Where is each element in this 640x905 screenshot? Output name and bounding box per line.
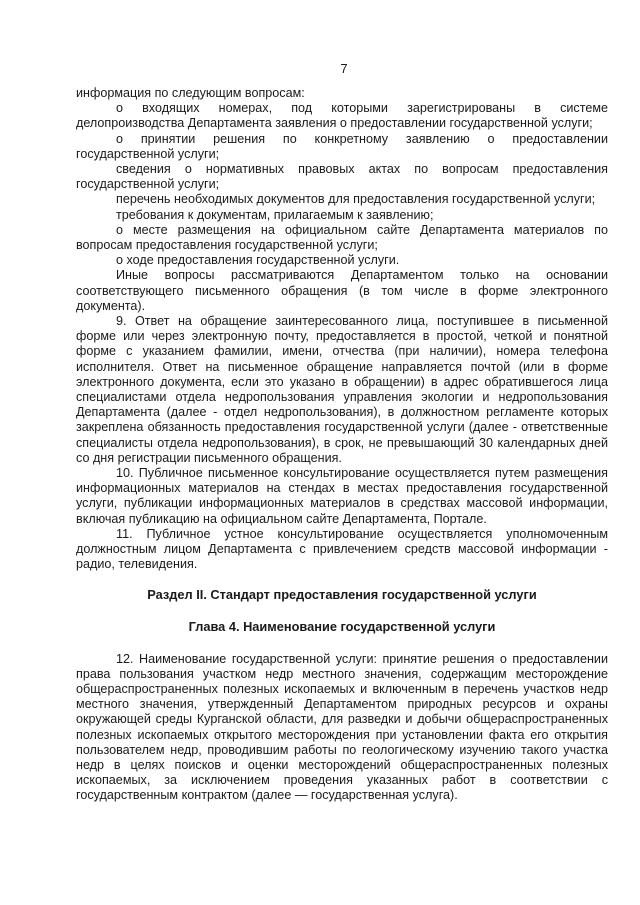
- paragraphs-before: [76, 86, 608, 573]
- paragraph: сведения о нормативных правовых актах по вопросам предоставления государственной услуги;: [76, 162, 608, 192]
- paragraph: перечень необходимых документов для предоставления государственной услуги;: [116, 192, 596, 207]
- page-number: 7: [340, 61, 348, 76]
- paragraph: о ходе предоставления государственной услуги.: [116, 253, 400, 268]
- paragraph: информация по следующим вопросам:: [76, 86, 305, 100]
- body-text: [76, 86, 608, 804]
- paragraphs-after: [76, 652, 608, 804]
- paragraph: Иные вопросы рассматриваются Департаментом только на основании соответствующего письменного обращения (в том числе в форме электронного документа).: [76, 268, 608, 313]
- paragraph: о принятии решения по конкретному заявлению о предоставлении государственной услуги;: [76, 131, 608, 161]
- paragraph: о месте размещения на официальном сайте Департамента материалов по вопросам предоставления государственной услуги;: [76, 222, 608, 253]
- paragraph: о входящих номерах, под которыми зарегистрированы в системе делопроизводства Департамента заявления о предоставлении государственной услуги;: [76, 101, 608, 131]
- paragraph: 9. Ответ на обращение заинтересованного лица, поступившее в письменной форме или через электронную почту, предоставляется в простой, четкой и понятной форме с указанием фамилии, имени, отчества (при наличии), номера телефона исполнителя. Ответ на письменное обращение направляется почтой (или в форме электронного документа, если это указано в обращении) в адрес обратившегося лица специалистами отдела недропользования управления экологии и недропользования Департамента (далее - отдел недропользования), в должностном регламенте которых закреплена обязанность предоставления государственной услуги (далее - ответственные специалисты отдела недропользования), в срок, не превышающий 30 календарных дней со дня регистрации письменного обращения.: [76, 314, 608, 465]
- paragraph: 10. Публичное письменное консультирование осуществляется путем размещения информационных материалов на стендах в местах предоставления государственной услуги, публикации информационных материалов в средствах массовой информации, включая публикацию на официальном сайте Департамента, Портале.: [76, 466, 608, 526]
- document-page: [76, 58, 608, 804]
- paragraph: требования к документам, прилагаемым к заявлению;: [116, 207, 434, 222]
- section-heading: Раздел II. Стандарт предоставления государственной услуги: [147, 586, 537, 602]
- paragraph: 12. Наименование государственной услуги: принятие решения о предоставлении права пользования участком недр местного значения, содержащим месторождение общераспространенных полезных ископаемых и включенным в перечень участков недр местного значения, утвержденный Департаментом природных ресурсов и охраны окружающей среды Курганской области, для разведки и добычи общераспространенных полезных ископаемых открытого месторождения при установлении факта его открытия пользователем недр, проводившим работы по геологическому изучению такого участка недр в целях поисков и оценки месторождений общераспространенных полезных ископаемых, за исключением проведения указанных работ в соответствии с государственным контрактом (далее — государственная услуга).: [76, 651, 608, 803]
- chapter-heading: Глава 4. Наименование государственной услуги: [188, 618, 496, 634]
- paragraph: 11. Публичное устное консультирование осуществляется уполномоченным должностным лицом Департамента с привлечением средств массовой информации - радио, телевидения.: [76, 526, 608, 572]
